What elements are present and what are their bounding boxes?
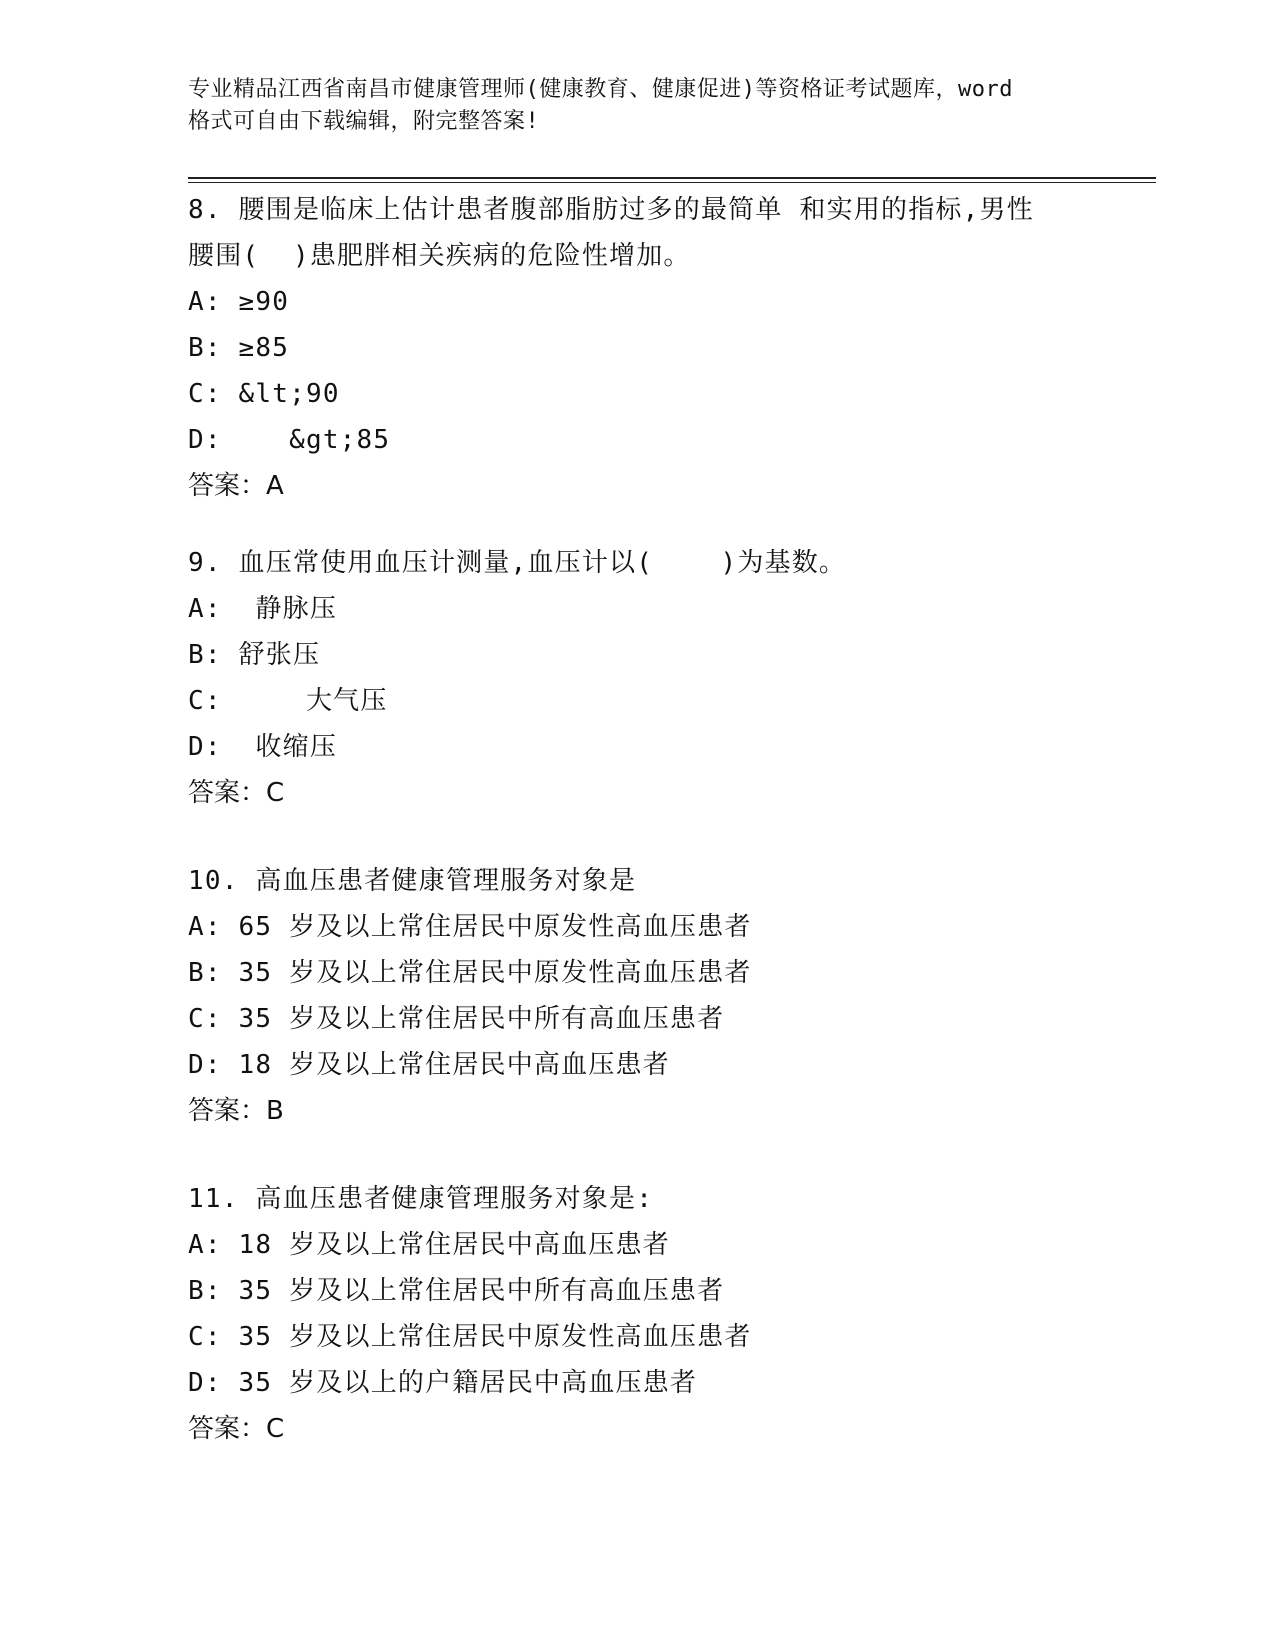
option-c: C: 35 岁及以上常住居民中原发性高血压患者 [188,1322,752,1352]
question-11 [188,1176,1128,1452]
question-stem: 9. 血压常使用血压计测量,血压计以( )为基数。 [188,548,847,578]
option-b: B: ≥85 [188,333,290,363]
option-a: A: 18 岁及以上常住居民中高血压患者 [188,1230,670,1260]
option-a: A: 静脉压 [188,594,338,624]
header-divider-thin [188,182,1156,183]
option-c: C: &lt;90 [188,379,340,409]
option-c: C: 35 岁及以上常住居民中所有高血压患者 [188,1004,725,1034]
option-a: A: ≥90 [188,287,290,317]
header-line-2: 格式可自由下载编辑，附完整答案! [188,109,540,134]
question-8 [188,187,1128,509]
answer: 答案：C [188,1414,285,1444]
header-line-1: 专业精品江西省南昌市健康管理师(健康教育、健康促进)等资格证考试题库，word [188,77,1013,102]
header-divider-thick [188,177,1156,179]
option-d: D: 收缩压 [188,732,338,762]
question-stem: 11. 高血压患者健康管理服务对象是: [188,1184,654,1214]
question-10 [188,858,1128,1134]
option-d: D: 18 岁及以上常住居民中高血压患者 [188,1050,670,1080]
option-b: B: 35 岁及以上常住居民中原发性高血压患者 [188,958,752,988]
question-stem: 10. 高血压患者健康管理服务对象是 [188,866,637,896]
question-9 [188,540,1128,816]
option-d: D: &gt;85 [188,425,391,455]
option-c: C: 大气压 [188,686,388,716]
option-a: A: 65 岁及以上常住居民中原发性高血压患者 [188,912,752,942]
option-d: D: 35 岁及以上的户籍居民中高血压患者 [188,1368,698,1398]
document-header [188,74,1088,138]
option-b: B: 35 岁及以上常住居民中所有高血压患者 [188,1276,725,1306]
option-b: B: 舒张压 [188,640,321,670]
answer: 答案：B [188,1096,284,1126]
answer: 答案：A [188,471,284,501]
question-stem: 8. 腰围是临床上估计患者腹部脂肪过多的最简单 和实用的指标,男性 [188,195,1034,225]
question-stem-continued: 腰围( )患肥胖相关疾病的危险性增加。 [188,241,691,271]
answer: 答案：C [188,778,285,808]
